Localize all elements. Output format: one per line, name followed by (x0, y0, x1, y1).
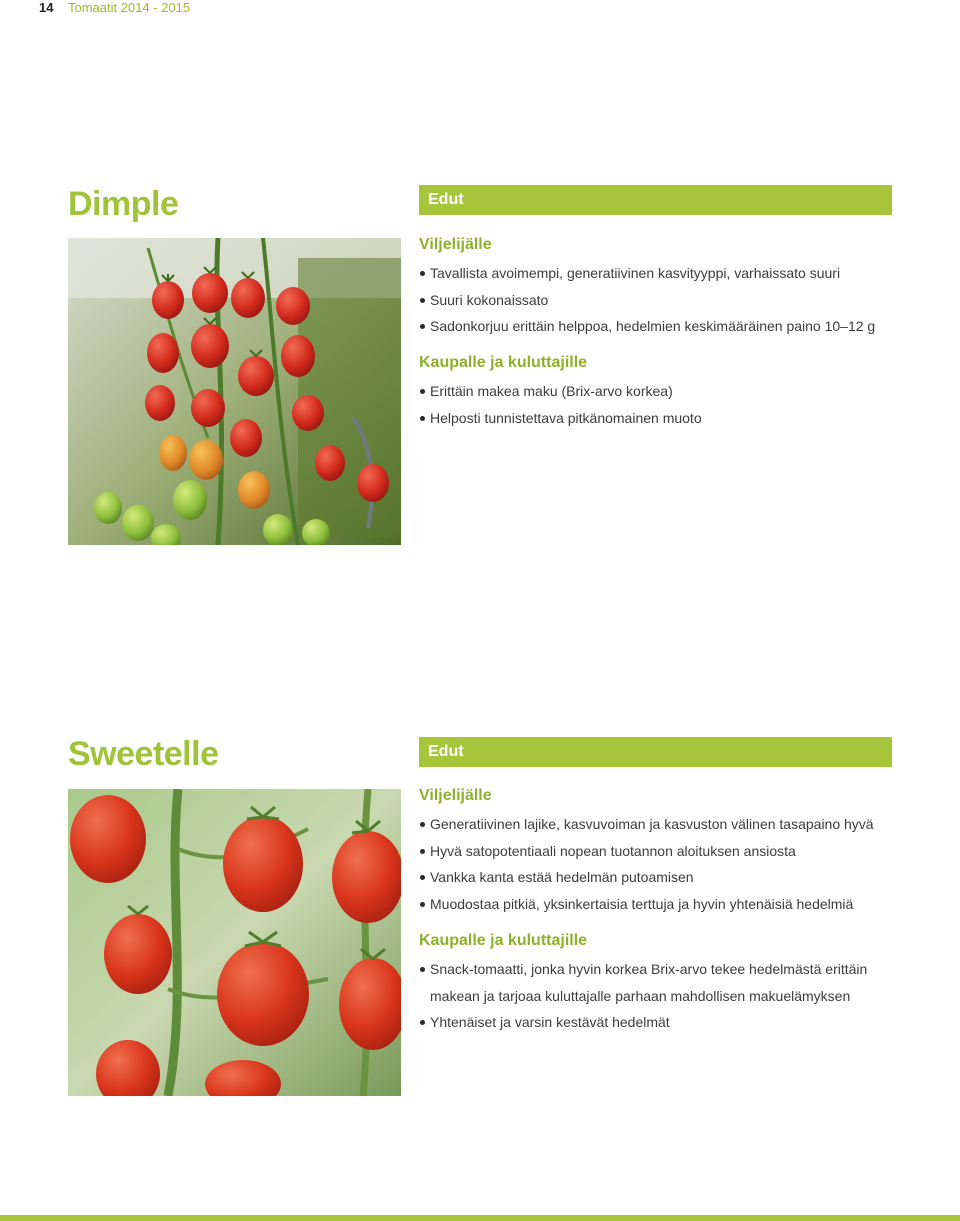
dimple-advantages (419, 185, 892, 432)
advantages-bar: Edut (419, 737, 892, 767)
list-item: Erittäin makea maku (Brix-arvo korkea) (419, 378, 892, 405)
growers-list (419, 260, 892, 340)
page-header (0, 0, 960, 22)
trade-heading: Kaupalle ja kuluttajille (419, 354, 588, 372)
list-item: Suuri kokonaissato (419, 287, 892, 314)
growers-list (419, 811, 892, 918)
list-item: Muodostaa pitkiä, yksinkertaisia terttuja ja hyvin yhtenäisiä hedelmiä (419, 891, 892, 918)
growers-heading: Viljelijälle (419, 236, 492, 253)
list-item: Sadonkorjuu erittäin helppoa, hedelmien keskimääräinen paino 10–12 g (419, 313, 892, 340)
running-title: Tomaatit 2014 - 2015 (68, 0, 191, 15)
list-item: Helposti tunnistettava pitkänomainen muoto (419, 405, 892, 432)
list-item: Snack-tomaatti, jonka hyvin korkea Brix-arvo tekee hedelmästä erittäin makean ja tarjoaa kuluttajalle parhaan mahdollisen makuelämyksen (419, 956, 879, 1009)
list-item: Hyvä satopotentiaali nopean tuotannon aloituksen ansiosta (419, 838, 892, 865)
sweetelle-advantages (419, 737, 892, 1036)
list-item: Generatiivinen lajike, kasvuvoiman ja kasvuston välinen tasapaino hyvä (419, 811, 892, 838)
advantages-bar: Edut (419, 185, 892, 215)
trade-list (419, 378, 892, 431)
page-number: 14 (39, 0, 54, 15)
sweetelle-tomato-photo (68, 789, 401, 1096)
list-item: Tavallista avoimempi, generatiivinen kasvityyppi, varhaissato suuri (419, 260, 892, 287)
trade-list (419, 956, 879, 1036)
list-item: Yhtenäiset ja varsin kestävät hedelmät (419, 1009, 879, 1036)
variety-title: Dimple (68, 185, 179, 223)
growers-heading: Viljelijälle (419, 787, 492, 804)
variety-title: Sweetelle (68, 735, 219, 773)
footer-rule (0, 1215, 960, 1221)
dimple-tomato-photo (68, 238, 401, 545)
trade-heading: Kaupalle ja kuluttajille (419, 931, 588, 949)
list-item: Vankka kanta estää hedelmän putoamisen (419, 864, 892, 891)
